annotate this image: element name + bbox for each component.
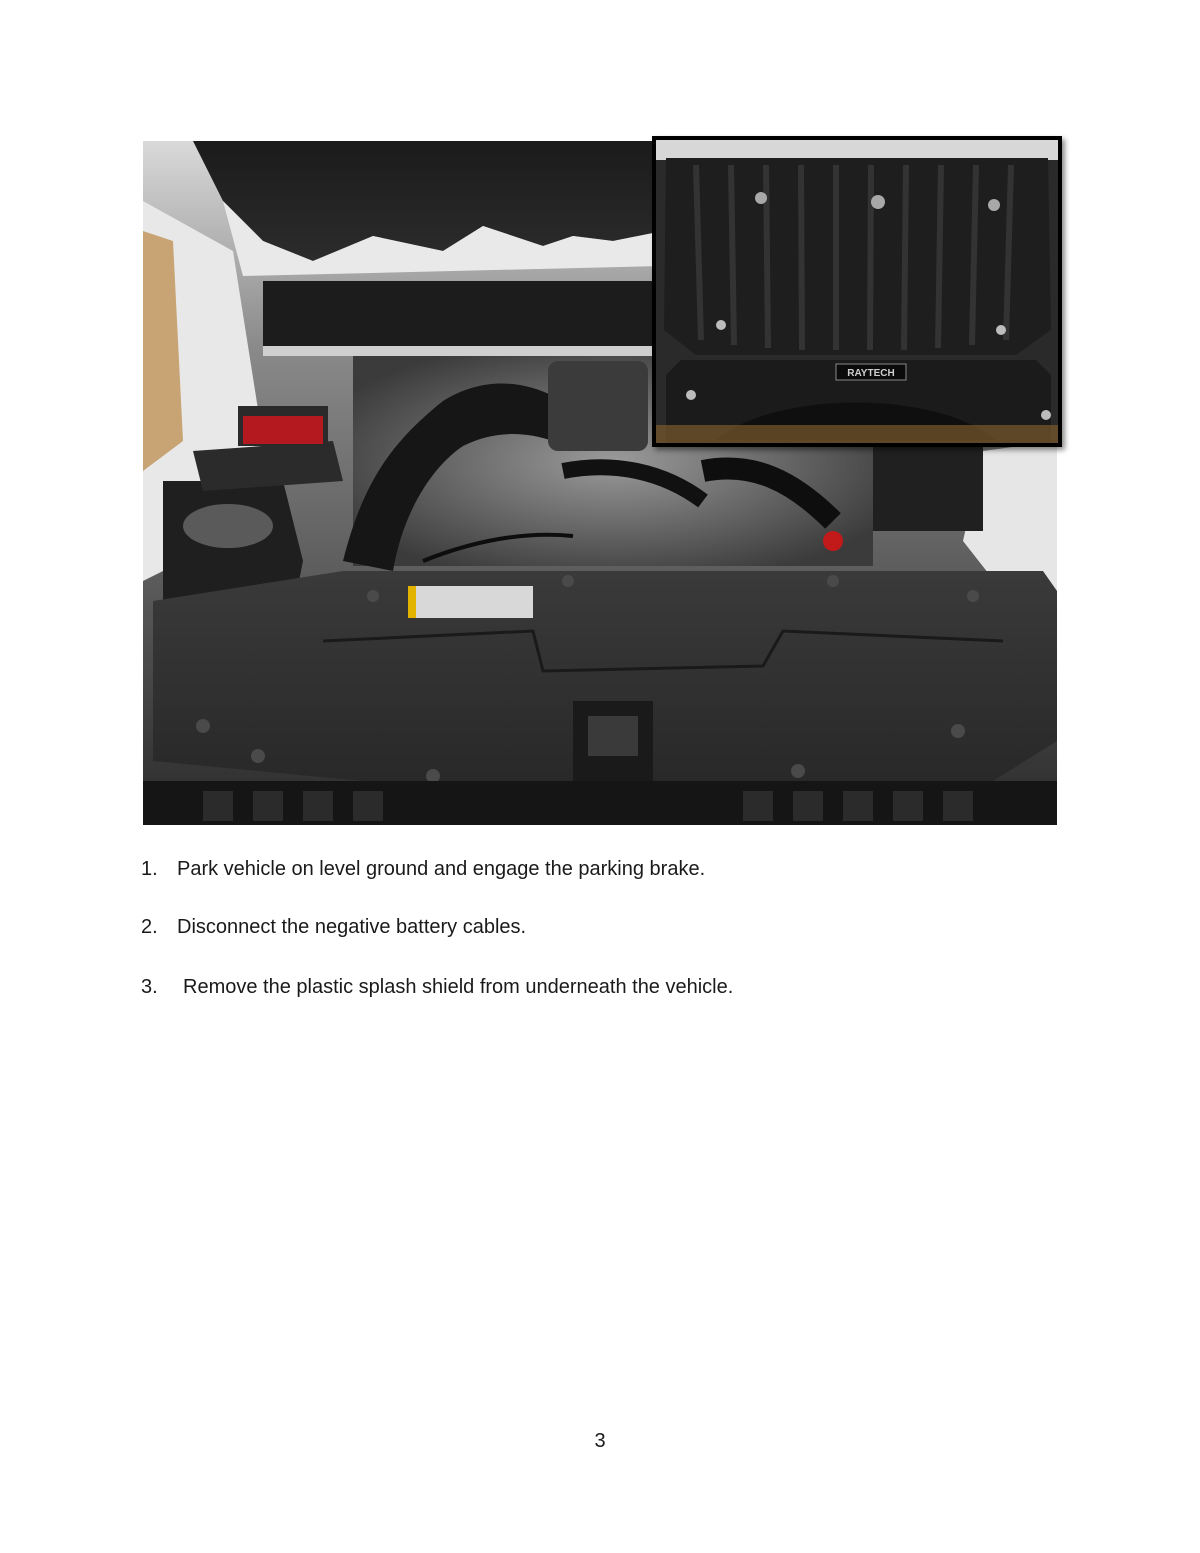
splash-shield-illustration <box>656 140 1058 443</box>
step-text: Disconnect the negative battery cables. <box>177 916 527 938</box>
step-text: Remove the plastic splash shield from underneath the vehicle. <box>183 976 734 998</box>
step-number: 1. <box>141 858 158 880</box>
list-item <box>141 973 733 1001</box>
page-number: 3 <box>594 1430 606 1452</box>
list-item <box>141 855 705 883</box>
step-number: 3. <box>141 976 158 998</box>
list-item <box>141 913 526 941</box>
step-number: 2. <box>141 916 158 938</box>
inset-logo-text: RAYTECH <box>847 368 895 379</box>
splash-shield-inset-photo <box>652 136 1062 447</box>
step-text: Park vehicle on level ground and engage the parking brake. <box>177 858 706 880</box>
